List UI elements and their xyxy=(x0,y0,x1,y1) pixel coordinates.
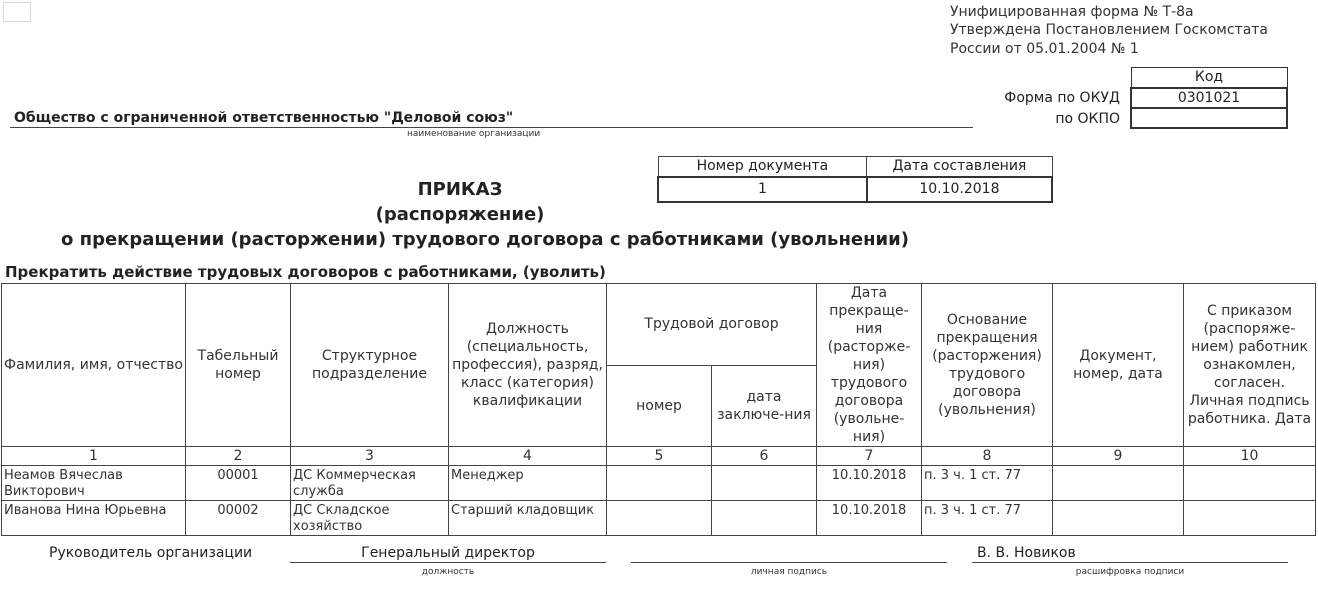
position-value: Генеральный директор xyxy=(361,545,535,561)
okpo-label: по ОКПО xyxy=(1055,111,1120,127)
header-full-name: Фамилия, имя, отчество xyxy=(2,284,186,447)
header-document: Документ, номер, дата xyxy=(1053,284,1184,447)
cell-full-name: Неамов Вячеслав Викторович xyxy=(2,466,186,501)
signature-caption: личная подпись xyxy=(750,567,828,577)
head-label: Руководитель организации xyxy=(49,545,253,561)
cell-tab-number: 00001 xyxy=(186,466,291,501)
doc-number-value: 1 xyxy=(658,177,867,202)
code-header: Код xyxy=(1131,68,1287,88)
header-basis: Основание прекращения (расторжения) трудового договора (увольнения) xyxy=(922,284,1053,447)
cell-department: ДС Складское хозяйство xyxy=(291,501,449,536)
position-caption: должность xyxy=(421,567,475,577)
column-number: 5 xyxy=(607,447,712,466)
name-value: В. В. Новиков xyxy=(977,545,1076,561)
cell-contract-date xyxy=(712,501,817,536)
cell-document xyxy=(1053,466,1184,501)
cell-signature xyxy=(1184,501,1316,536)
organization-caption: наименование организации xyxy=(407,129,541,139)
cell-signature xyxy=(1184,466,1316,501)
table-row xyxy=(2,466,1316,501)
cell-tab-number: 00002 xyxy=(186,501,291,536)
column-number: 2 xyxy=(186,447,291,466)
codes-table xyxy=(1130,67,1288,129)
column-number: 9 xyxy=(1053,447,1184,466)
header-termination-date: Дата прекраще-ния (расторже-ния) трудового договора (увольне-ния) xyxy=(817,284,922,447)
cell-full-name: Иванова Нина Юрьевна xyxy=(2,501,186,536)
employees-table xyxy=(1,283,1316,536)
title-order: ПРИКАЗ xyxy=(417,179,503,200)
name-caption: расшифровка подписи xyxy=(1075,567,1185,577)
column-number: 10 xyxy=(1184,447,1316,466)
cell-contract-number xyxy=(607,501,712,536)
header-contract-date: дата заключе-ния xyxy=(712,365,817,447)
doc-date-value: 10.10.2018 xyxy=(867,177,1052,202)
cell-department: ДС Коммерческая служба xyxy=(291,466,449,501)
cell-contract-number xyxy=(607,466,712,501)
okud-label: Форма по ОКУД xyxy=(1004,90,1120,106)
doc-date-header: Дата составления xyxy=(867,157,1052,177)
cell-termination-date: 10.10.2018 xyxy=(817,501,922,536)
column-number: 4 xyxy=(449,447,607,466)
column-number: 8 xyxy=(922,447,1053,466)
cell-basis: п. 3 ч. 1 ст. 77 xyxy=(922,466,1053,501)
table-row xyxy=(2,501,1316,536)
name-line xyxy=(972,562,1288,563)
title-subject: о прекращении (расторжении) трудового договора с работниками (увольнении) xyxy=(61,229,909,250)
okud-value: 0301021 xyxy=(1131,88,1287,108)
column-number: 7 xyxy=(817,447,922,466)
doc-number-header: Номер документа xyxy=(658,157,867,177)
form-line-3: России от 05.01.2004 № 1 xyxy=(950,41,1139,57)
header-tab-number: Табельный номер xyxy=(186,284,291,447)
form-line-2: Утверждена Постановлением Госкомстата xyxy=(950,22,1269,38)
position-line xyxy=(290,562,606,563)
okpo-value xyxy=(1131,108,1287,128)
organization-name: Общество с ограниченной ответственностью "Деловой союз" xyxy=(14,110,514,126)
signature-line xyxy=(631,562,947,563)
header-position: Должность (специальность, профессия), разряд, класс (категория) квалификации xyxy=(449,284,607,447)
column-number: 6 xyxy=(712,447,817,466)
header-labor-contract: Трудовой договор xyxy=(607,284,817,366)
organization-underline xyxy=(10,127,973,128)
cell-contract-date xyxy=(712,466,817,501)
cell-basis: п. 3 ч. 1 ст. 77 xyxy=(922,501,1053,536)
title-disposition: (распоряжение) xyxy=(375,204,545,225)
instruction-text: Прекратить действие трудовых договоров с работниками, (уволить) xyxy=(5,263,606,281)
document-number-table xyxy=(657,156,1053,203)
header-department: Структурное подразделение xyxy=(291,284,449,447)
corner-frame xyxy=(3,2,31,22)
cell-position: Менеджер xyxy=(449,466,607,501)
form-line-1: Унифицированная форма № Т-8а xyxy=(950,4,1194,20)
cell-document xyxy=(1053,501,1184,536)
cell-termination-date: 10.10.2018 xyxy=(817,466,922,501)
cell-position: Старший кладовщик xyxy=(449,501,607,536)
column-number: 1 xyxy=(2,447,186,466)
header-acknowledgement: С приказом (распоряже-нием) работник ознакомлен, согласен. Личная подпись работника. Дата xyxy=(1184,284,1316,447)
header-contract-number: номер xyxy=(607,365,712,447)
column-number: 3 xyxy=(291,447,449,466)
